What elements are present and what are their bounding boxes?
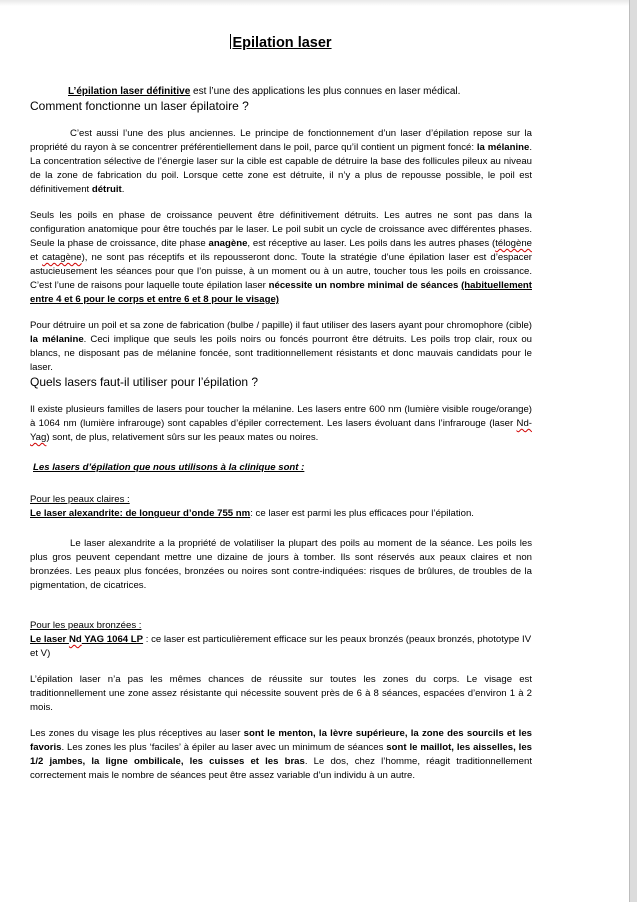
- light-skin-label: Pour les peaux claires :: [30, 494, 130, 505]
- text-run: Pour détruire un poil et sa zone de fabrication (bulbe / papille) il faut utiliser des lasers ayant pour chromophore (cible): [30, 320, 532, 331]
- intro-paragraph: [30, 85, 532, 99]
- text-run: ) sont, de plus, relativement sûrs sur les peaux mates ou noires.: [46, 432, 319, 443]
- intro-lead: L’épilation laser définitive: [68, 86, 191, 97]
- document-title-text: Epilation laser: [232, 35, 332, 51]
- text-run: Il existe plusieurs familles de lasers pour toucher la mélanine. Les lasers entre 600 nm (lumière visible rouge/orange) à 1064 nm (lumière infrarouge) sont capables d’épiler correctement. Les lasers évoluant dans l’infrarouge (laser: [30, 404, 532, 429]
- spellcheck-word[interactable]: catagène: [42, 252, 82, 263]
- light-skin-group: [30, 493, 532, 521]
- text-run: , est réceptive au laser. Les poils dans les autres phases (: [247, 238, 496, 249]
- ndyag-line: [30, 633, 532, 661]
- bold-run: la mélanine: [30, 334, 84, 345]
- paragraph-chromophore: [30, 319, 532, 375]
- text-run: et: [30, 252, 43, 263]
- text-run: ), ne sont pas réceptifs et ils repousseront donc. Toute la stratégie d’une épilation laser est d’espacer astucieusement les séances pour que l’on puisse, à un moment ou à un autre, toucher tous les poils en croissance. C’est l’une de raisons pour laquelle toute épilation laser: [30, 252, 533, 291]
- document-page: [30, 30, 532, 783]
- tan-skin-group: [30, 619, 532, 661]
- document-title[interactable]: [30, 34, 532, 51]
- text-run: . Le dos, chez l’homme, réagit traditionnellement correctement mais le nombre de séances peut être assez variable d’un individu à un autre.: [30, 756, 533, 781]
- text-run: Seuls les poils en phase de croissance peuvent être définitivement détruits. Les autres ne sont pas dans la configuration anatomique pour être touchés par le laser. Le poil subit un cycle de croissance avec différentes phases. Seule la phase de croissance, dite phase: [30, 210, 532, 249]
- text-run: : ce laser est parmi les plus efficaces pour l’épilation.: [250, 508, 474, 519]
- text-run: : ce laser est particulièrement efficace sur les peaux bronzés (peaux bronzés, phototype IV et V): [30, 634, 532, 659]
- alexandrite-line: [30, 507, 532, 521]
- bold-run: détruit: [91, 184, 122, 195]
- bold-run: nécessite un nombre minimal de séances: [268, 280, 459, 291]
- paragraph-principle: [30, 127, 532, 197]
- paragraph-alexandrite: Le laser alexandrite a la propriété de volatiliser la plupart des poils au moment de la séance. Les poils les plus gros peuvent cependant mettre une dizaine de jours à tomber. Ils sont réservés aux peaux claires et non bronzées. Les peaux plus foncées, bronzées ou noires sont contre-indiquées: risques de brûlures, de troubles de la pigmentation, de cicatrices.: [30, 538, 532, 591]
- paragraph-face-zones: [30, 727, 532, 783]
- bold-run: anagène: [208, 238, 248, 249]
- alexandrite-name: Le laser alexandrite: de longueur d’onde 755 nm: [30, 508, 251, 519]
- text-run: C’est aussi l’une des plus anciennes. Le principe de fonctionnement d’un laser d’épilation repose sur la propriété du rayon à se concentrer préférentiellement dans le poil, parce qu’il contient un pigment foncé:: [30, 128, 532, 153]
- window-top-edge: [0, 0, 637, 6]
- text-run: . Les zones les plus ‘faciles’ à épiler au laser avec un minimum de séances: [61, 742, 387, 753]
- paragraph-body-zones: L’épilation laser n’a pas les mêmes chances de réussite sur toutes les zones du corps. Le visage est traditionnellement une zone assez résistante qui nécessite souvent près de 6 à 8 séances, espacées d’environ 1 à 2 mois.: [30, 674, 532, 713]
- spellcheck-word[interactable]: télogène: [495, 238, 532, 249]
- ndyag-name: Le laser: [30, 634, 69, 645]
- section-heading-which-lasers: Quels lasers faut-il utiliser pour l’épilation ?: [30, 375, 259, 389]
- ndyag-name: YAG 1064 LP: [81, 634, 144, 645]
- text-run: . Ceci implique que seuls les poils noirs ou foncés pourront être détruits. Les poils trop clair, roux ou blancs, ne disposant pas de mélanine foncée, sont traditionnellement résistants et donc mauvais candidats pour le laser.: [30, 334, 532, 373]
- spellcheck-word[interactable]: Nd: [68, 634, 82, 645]
- paragraph-growth-phases: [30, 209, 532, 307]
- intro-rest: est l’une des applications les plus connues en laser médical.: [190, 86, 461, 97]
- bold-run: la mélanine: [476, 142, 530, 153]
- text-run: Les zones du visage les plus réceptives au laser: [30, 728, 244, 739]
- tan-skin-label: Pour les peaux bronzées :: [30, 620, 142, 631]
- section-heading-how-it-works: Comment fonctionne un laser épilatoire ?: [30, 99, 249, 113]
- vertical-scrollbar[interactable]: [629, 0, 637, 902]
- text-run: . La concentration sélective de l’énergie laser sur la cible est capable de détruire la base des follicules pileux au niveau de la zone de fabrication du poil. Lorsque cette zone est détruite, il n’y a plus de repousse possible, le poil est définitivement: [30, 142, 532, 195]
- clinic-lasers-subheading: Les lasers d’épilation que nous utilisons à la clinique sont :: [33, 462, 305, 473]
- spellcheck-word[interactable]: Nd-Yag: [30, 418, 532, 443]
- text-run: .: [121, 184, 125, 195]
- bold-run: sont le menton, la lèvre supérieure, la zone des sourcils et les favoris: [30, 728, 532, 753]
- bold-run: sont le maillot, les aisselles, les 1/2 jambes, la ligne ombilicale, les cuisses et les bras: [30, 742, 532, 767]
- bold-underlined-run: (habituellement entre 4 et 6 pour le corps et entre 6 et 8 pour le visage): [30, 280, 532, 305]
- paragraph-laser-families: [30, 403, 532, 445]
